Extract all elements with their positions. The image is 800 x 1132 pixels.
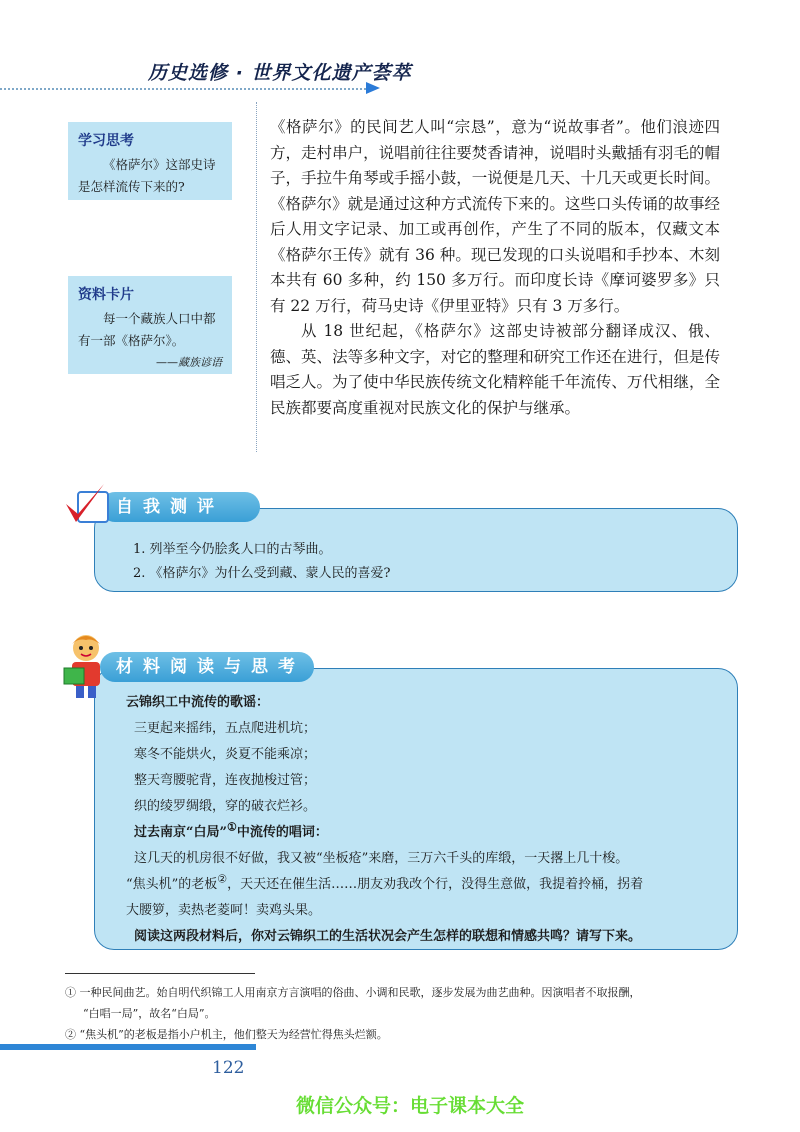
header-divider — [0, 88, 370, 90]
song-line: 三更起来摇纬，五点爬进机坑； — [134, 721, 317, 736]
self-test-list — [133, 538, 391, 586]
song-line: 整天弯腰驼背，连夜抛梭过管； — [134, 773, 317, 788]
chant-line: 大腰箩，卖热老菱呵！卖鸡头果。 — [126, 903, 322, 918]
chant-intro-text: 中流传的唱词： — [236, 825, 328, 840]
chant-intro — [112, 820, 718, 846]
main-paragraph: 《格萨尔》的民间艺人叫“宗恳”，意为“说故事者”。他们浪迹四方，走村串户，说唱前往往要焚香请神，说唱时头戴插有羽毛的帽子，手拉牛角琴或手摇小鼓，一说便是几天、十几天或更长时间。《格萨尔》就是通过这种方式流传下来的。这些口头传诵的故事经后人用文字记录、加工或再创作，产生了不同的版本，仅藏文本《格萨尔王传》就有 36 种。现已发现的口头说唱和手抄本、木刻本共有 60 多种，约 150 多万行。而印度长诗《摩诃婆罗多》只有 22 万行，荷马史诗《伊里亚特》只有 3 万多行。 — [270, 118, 720, 315]
info-card-text: 每一个藏族人口中都有一部《格萨尔》。 — [78, 311, 216, 348]
chant-intro-text: 过去南京“白局” — [134, 825, 227, 840]
main-text — [270, 115, 720, 421]
bottom-accent-bar — [0, 1044, 256, 1050]
chant-line-text: ，天天还在催生活……朋友劝我改个行，没得生意做，我提着拎桶，拐着 — [227, 877, 644, 892]
footnote-1: ① 一种民间曲艺。始自明代织锦工人用南京方言演唱的俗曲、小调和民歌，逐步发展为曲艺曲种。因演唱者不取报酬， — [65, 986, 641, 999]
song-line: 寒冬不能烘火，炎夏不能乘凉； — [134, 747, 317, 762]
self-test-item: 1. 列举至今仍脍炙人口的古琴曲。 — [133, 542, 332, 557]
reading-question: 阅读这两段材料后，你对云锦织工的生活状况会产生怎样的联想和情感共鸣？请写下来。 — [134, 929, 642, 944]
reading-title: 材料阅读与思考 — [100, 652, 314, 682]
study-thinking-text: 《格萨尔》这部史诗是怎样流传下来的? — [78, 157, 216, 194]
info-card-box — [68, 276, 232, 374]
chant-line-text: “焦头机”的老板 — [126, 877, 218, 892]
info-card-title: 资料卡片 — [78, 287, 134, 303]
footnote-marker: ① — [226, 820, 237, 834]
main-paragraph: 从 18 世纪起，《格萨尔》这部史诗被部分翻译成汉、俄、德、英、法等多种文字，对它的整理和研究工作还在进行，但是传唱乏人。为了使中华民族传统文化精粹能千年流传、万代相继，全民族都要高度重视对民族文化的保护与继承。 — [270, 322, 720, 417]
footnote-1-cont: “白唱一局”，故名“白局”。 — [83, 1007, 216, 1020]
study-thinking-box — [68, 122, 232, 200]
chant-line — [112, 872, 718, 898]
watermark-text: 微信公众号：电子课本大全 — [296, 1095, 525, 1117]
column-divider — [256, 102, 257, 452]
page-header-title: 历史选修 · 世界文化遗产荟萃 — [148, 62, 412, 84]
song-line: 织的绫罗绸缎，穿的破衣烂衫。 — [134, 799, 317, 814]
study-thinking-title: 学习思考 — [78, 133, 134, 149]
reading-content — [112, 690, 718, 950]
chant-line: 这几天的机房很不好做，我又被“坐板疮”来磨，三万六千头的库缎，一天撂上几十梭。 — [134, 851, 629, 866]
info-card-source: ——藏族谚语 — [156, 356, 222, 369]
self-test-title: 自我测评 — [100, 492, 260, 522]
footnote-divider — [65, 973, 255, 974]
self-test-item: 2. 《格萨尔》为什么受到藏、蒙人民的喜爱? — [133, 566, 391, 581]
footnote-2: ② “焦头机”的老板是指小户机主，他们整天为经营忙得焦头烂额。 — [65, 1028, 388, 1041]
song-intro: 云锦织工中流传的歌谣： — [126, 695, 270, 710]
checkmark-icon — [62, 482, 118, 528]
footnote-marker: ② — [217, 872, 228, 886]
footnotes — [65, 982, 725, 1045]
arrow-icon — [366, 82, 380, 94]
student-reading-icon — [62, 632, 108, 700]
page-number: 122 — [212, 1058, 245, 1078]
